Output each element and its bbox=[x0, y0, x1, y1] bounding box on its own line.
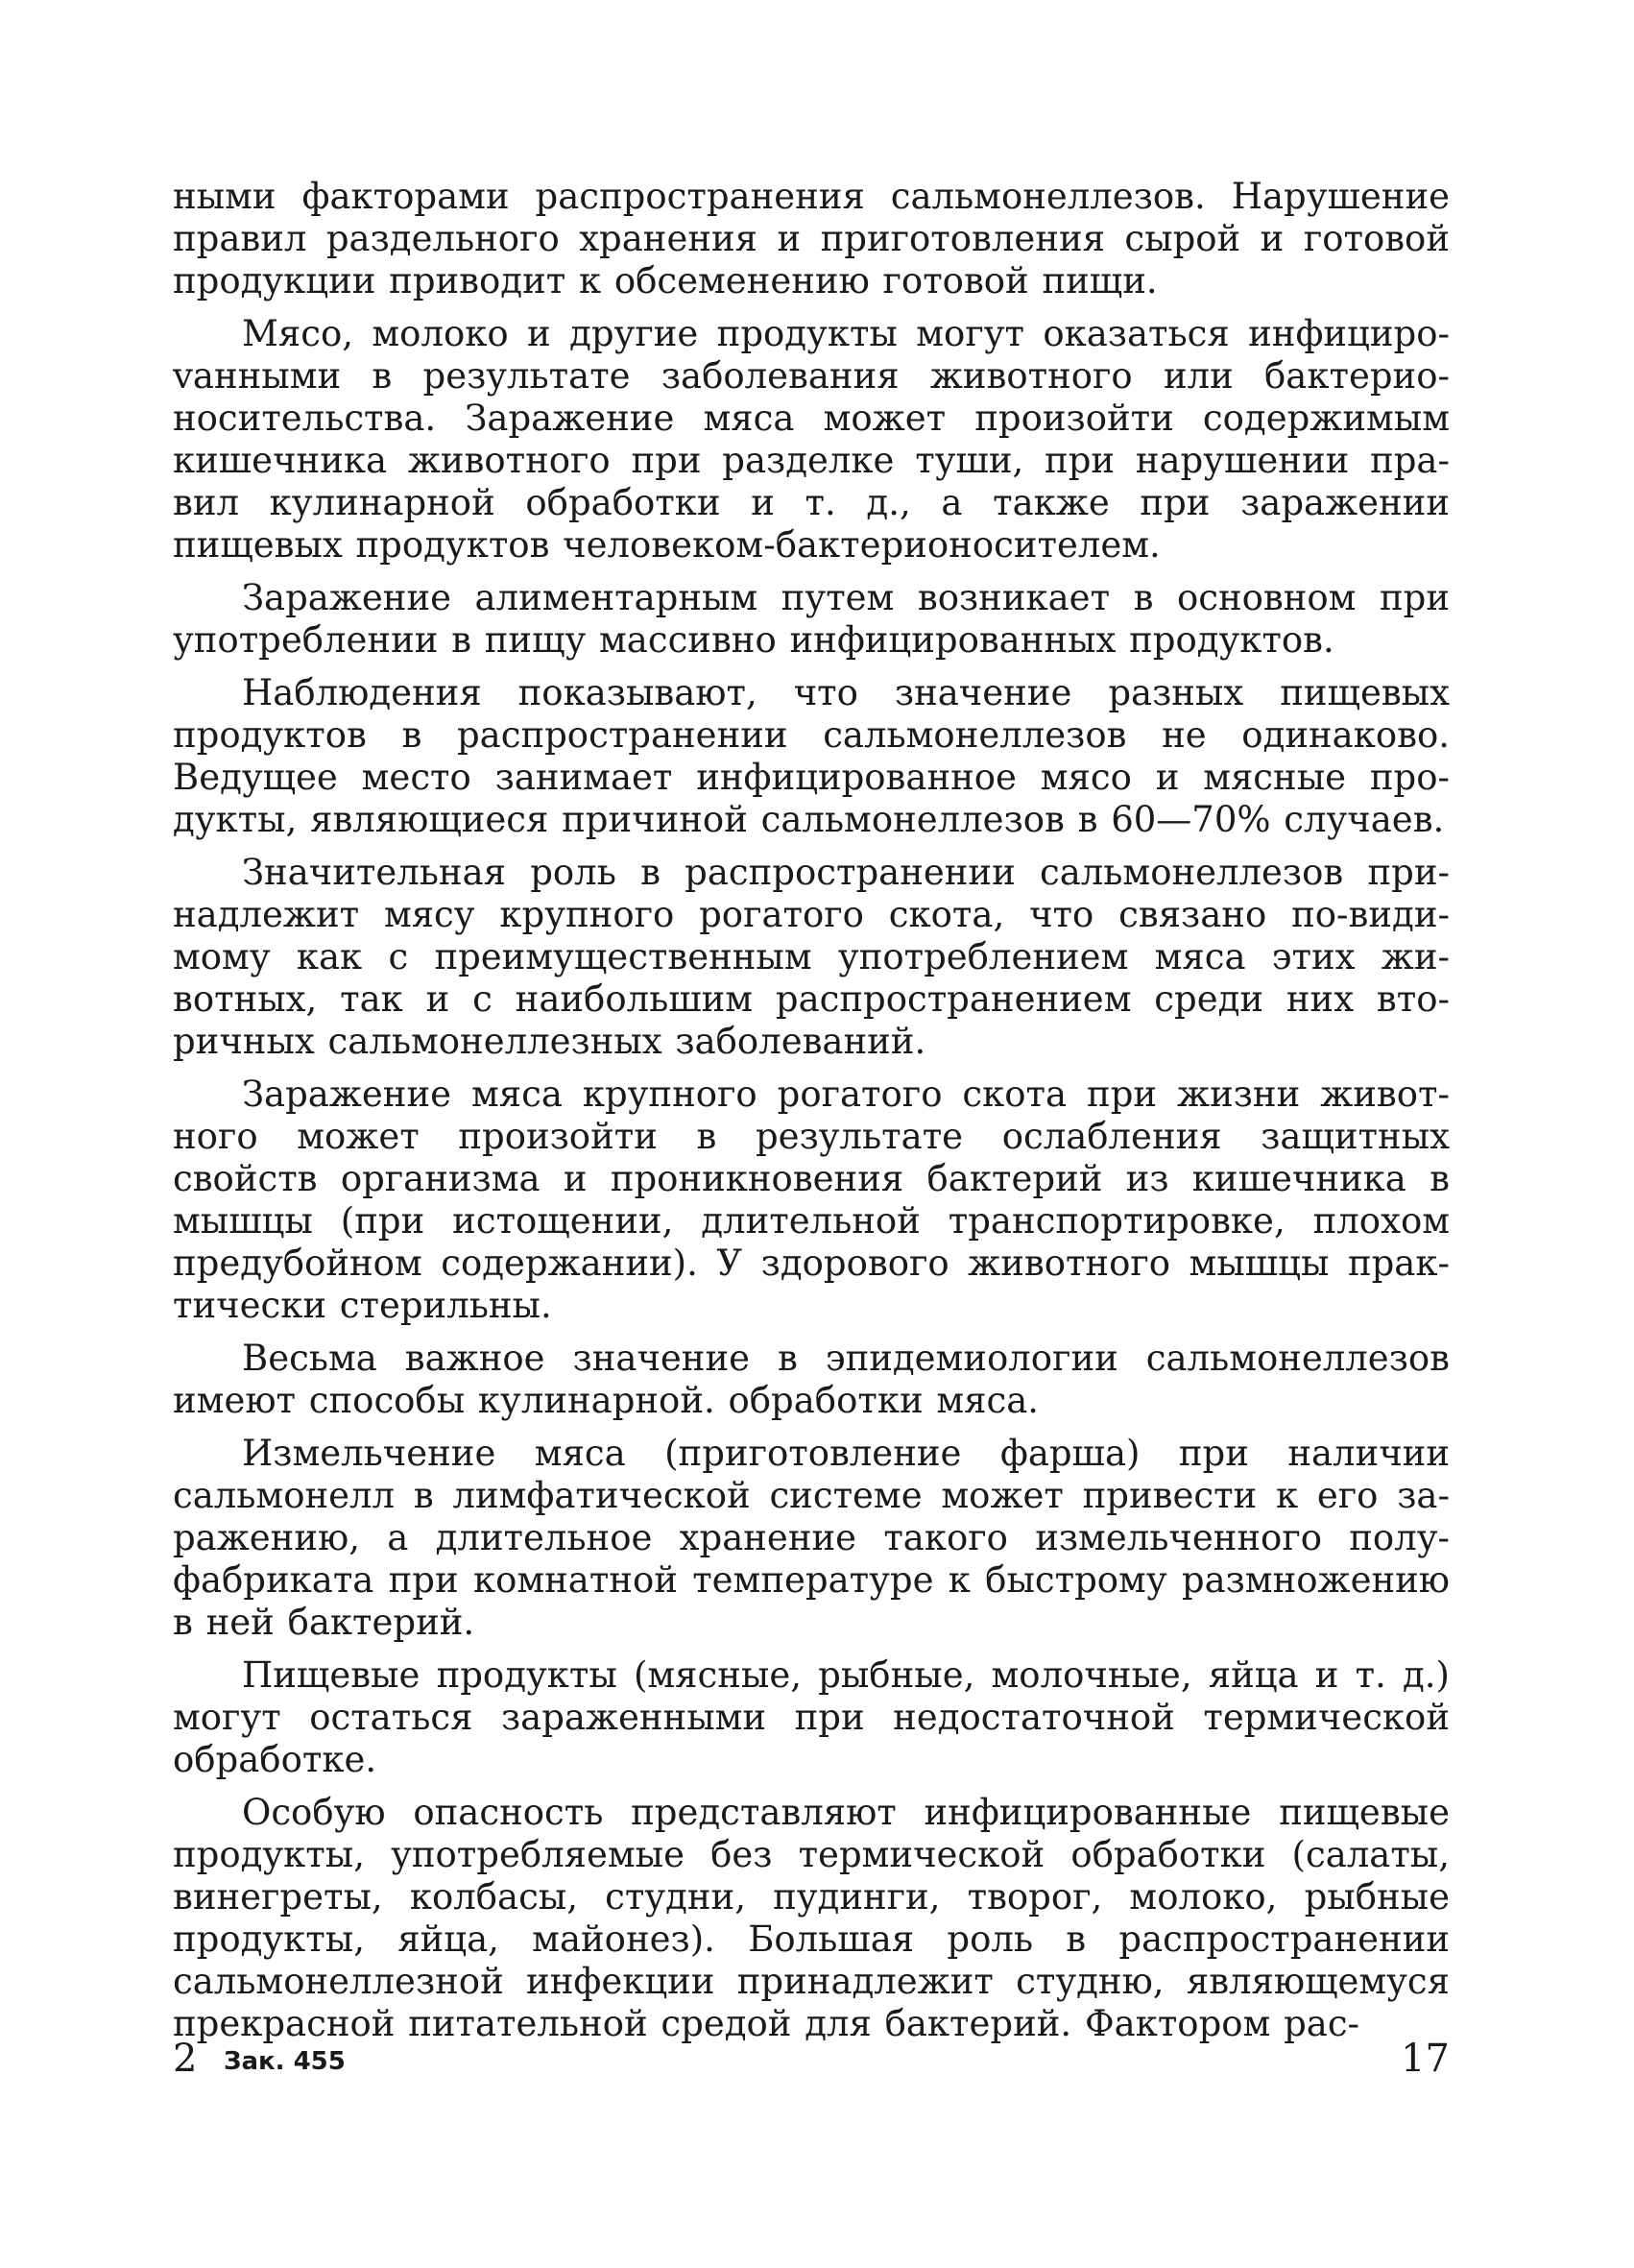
page-footer bbox=[173, 2038, 1450, 2086]
paragraph-4: Наблюдения показывают, что значение разных пищевых продуктов в распространении сальмонеллезов не одинаково. Ведущее место занимает инфицированное мясо и мясные продукты, являющиеся причиной сальмонеллезов в 60—70% случаев. bbox=[173, 672, 1450, 840]
paragraph-5: Значительная роль в распространении сальмонеллезов принадлежит мясу крупного рогатого скота, что связано по-видимому как с преимущественным употреблением мяса этих животных, так и с наибольшим распространением среди них вторичных сальмонеллезных заболеваний. bbox=[173, 852, 1450, 1062]
paragraph-10: Особую опасность представляют инфицированные пищевые продукты, употребляемые без термической обработки (салаты, винегреты, колбасы, студни, пудинги, творог, молоко, рыбные продукты, яйца, майонез). Большая роль в распространении сальмонеллезной инфекции принадлежит студню, являющемуся прекрасной питательной средой для бактерий. Фактором рас- bbox=[173, 1792, 1450, 2044]
order-label: Зак. 455 bbox=[224, 2047, 346, 2076]
page-body bbox=[173, 176, 1450, 2056]
paragraph-9: Пищевые продукты (мясные, рыбные, молочные, яйца и т. д.) могут остаться зараженными при недостаточной термической обработке. bbox=[173, 1654, 1450, 1780]
paragraph-1: ными факторами распространения сальмонеллезов. Нарушение правил раздельного хранения и приготовления сырой и готовой продукции приводит к обсеменению готовой пищи. bbox=[173, 176, 1450, 302]
paragraph-7: Весьма важное значение в эпидемиологии сальмонеллезов имеют способы кулинарной. обработки мяса. bbox=[173, 1338, 1450, 1421]
paragraph-6: Заражение мяса крупного рогатого скота при жизни животного может произойти в результате ослабления защитных свойств организма и проникновения бактерий из кишечника в мышцы (при истощении, длительной транспортировке, плохом предубойном содержании). У здорового животного мышцы практически стерильны. bbox=[173, 1074, 1450, 1326]
page-number: 17 bbox=[1401, 2037, 1450, 2081]
paragraph-3: Заражение алиментарным путем возникает в основном при употреблении в пищу массивно инфицированных продуктов. bbox=[173, 577, 1450, 661]
paragraph-2: Мясо, молоко и другие продукты могут оказаться инфицироvанными в результате заболевания животного или бактерионосительства. Заражение мяса может произойти содержимым кишечника животного при разделке туши, при нарушении правил кулинарной обработки и т. д., а также при заражении пищевых продуктов человеком-бактерионосителем. bbox=[173, 313, 1450, 566]
paragraph-8: Измельчение мяса (приготовление фарша) при наличии сальмонелл в лимфатической системе может привести к его заражению, а длительное хранение такого измельченного полуфабриката при комнатной температуре к быстрому размножению в ней бактерий. bbox=[173, 1433, 1450, 1643]
signature-number: 2 bbox=[173, 2037, 198, 2081]
